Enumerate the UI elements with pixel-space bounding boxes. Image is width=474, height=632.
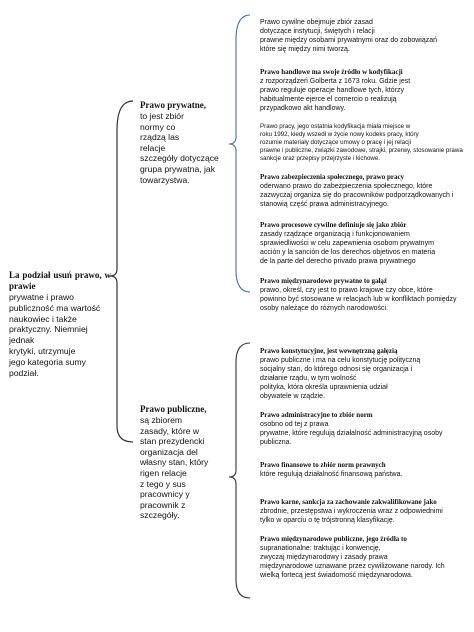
item-text: prawo publiczne i ma na celu konstytucję polityczną socjalny stan, do którego odnosi się organizacja i działanie rządu, w tym wolność polityka, która określa uprawnienia udział obywatele w rządzie. bbox=[260, 357, 421, 400]
public-item-international-public bbox=[260, 535, 468, 580]
item-text: prawo, określ, czy jest to prawo krajowe czy obce, które powinno być stosowane w relacjach lub w konfliktach pomiędzy osoby należące do różnych narodowości. bbox=[260, 287, 457, 312]
public-item-financial bbox=[260, 461, 468, 479]
item-heading: Prawo karne, sankcja za zachowanie zakwalifikowane jako bbox=[260, 498, 437, 506]
private-law-body: to jest zbiór normy co rządzą las relacje szczegóły dotyczące grupa prywatna, jak towarzystwa. bbox=[140, 111, 219, 185]
public-law-block bbox=[140, 404, 232, 521]
item-text: które regulują działalność finansową państwa. bbox=[260, 471, 403, 478]
item-heading: Prawo administracyjne to zbiór norm bbox=[260, 411, 373, 419]
public-brace bbox=[229, 343, 250, 598]
item-heading: Prawo procesowe cywilne definiuje się jako zbiór bbox=[260, 221, 407, 229]
item-heading: Prawo finansowe to zbiór norm prawnych bbox=[260, 461, 386, 469]
public-item-constitutional bbox=[260, 347, 468, 401]
root-brace bbox=[110, 101, 133, 442]
private-item-civil-procedure bbox=[260, 221, 468, 266]
root-title: La podział usuń prawo, w prawie bbox=[9, 270, 111, 291]
private-brace bbox=[229, 15, 250, 292]
root-body: prywatne i prawo publiczność ma wartość naukowiec i także praktyczny. Niemniej jednak krytyki, utrzymuje jego kategoria sumy podział. bbox=[9, 292, 101, 378]
private-law-title: Prawo prywatne, bbox=[140, 100, 206, 110]
item-heading: Prawo konstytucyjne, jest wewnętrzną gałęzią bbox=[260, 347, 398, 355]
item-text: zasady rządzące organizacją i funkcjonowaniem sprawiedliwości w celu zapewnienia osobom prywatnym acción y la sanción de los derechos objetivos en materia de la parte del derecho privado prawa prywatnego bbox=[260, 231, 436, 265]
private-item-international-private bbox=[260, 277, 468, 313]
root-block bbox=[9, 270, 111, 378]
public-item-criminal bbox=[260, 498, 468, 525]
item-text: oderwano prawo do zabezpieczenia społecznego, które zazwyczaj organiza się do pracowników podporządkowanych i stanowią część prawa administracyjnego. bbox=[260, 183, 454, 208]
item-heading: Prawo zabezpieczenia społecznego, prawo pracy bbox=[260, 173, 405, 181]
item-text: Prawo pracy, jego ostatnia kodyfikacja miała miejsce w roku 1992, kiedy wszedł w życie nowy kodeks pracy, który rozumie materiały dotyczące umowy o pracę i jej relacji prawne i publiczne, związki zawodowe, strajki, przerwy, stosowanie prawa sankcje oraz przepisy przejrzyste i kichowe. bbox=[260, 123, 463, 162]
private-item-civil bbox=[260, 18, 468, 54]
private-item-commercial bbox=[260, 68, 468, 113]
item-text: z rozporządzeń Golberta z 1673 roku. Gdzie jest prawo reguluje operacje handlowe tych, którzy habitualmente ejerce el comercio o realizują przypadkowo akt handlowy. bbox=[260, 78, 411, 112]
private-item-labour bbox=[260, 123, 468, 163]
private-item-social-security bbox=[260, 173, 468, 209]
item-text: osobno od tej z prawa prywatne, które regulują działalność administracyjną osoby publiczna. bbox=[260, 421, 443, 446]
public-law-title: Prawo publiczne, bbox=[140, 404, 207, 414]
item-text: zbrodnie, przestępstwa i wykroczenia wraz z odpowiednimi tylko w oparciu o tę trójstronną klasyfikację. bbox=[260, 508, 443, 524]
item-text: Prawo cywilne obejmuje zbiór zasad dotyczące instytucji, świętych i relacji prawne między osobami prywatnymi oraz do zobowiązań które się między nimi tworzą. bbox=[260, 19, 438, 53]
item-text: supranationalne: traktując i konwencję, zwyczaj międzynarodowy i zasady prawa międzynarodowe uznawane przez cywilizowane narody. Ich wielką fortecą jest świadomość międzynarodowa. bbox=[260, 545, 445, 579]
item-heading: Prawo międzynarodowe publiczne, jego źródła to bbox=[260, 535, 407, 543]
item-heading: Prawo międzynarodowe prywatne to gałąź bbox=[260, 277, 388, 285]
public-law-body: są zbiorem zasady, które w stan prezydencki organizacja del własny stan, który rigen relacje z tego y sus pracownicy y pracownik z szczegóły. bbox=[140, 415, 209, 521]
item-heading: Prawo handlowe ma swoje źródło w kodyfikacji bbox=[260, 68, 403, 76]
private-law-block bbox=[140, 100, 232, 185]
public-item-administrative bbox=[260, 411, 468, 447]
